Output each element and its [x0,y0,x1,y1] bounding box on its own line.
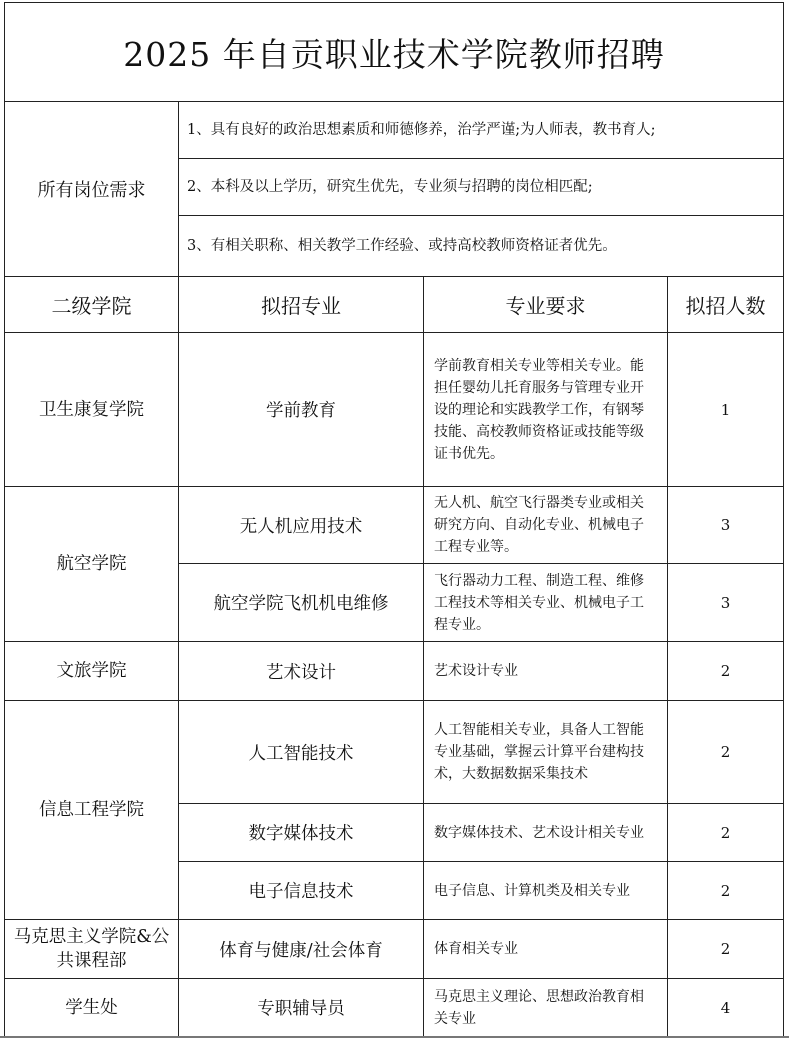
college-cell: 学生处 [5,979,179,1037]
table-row [5,333,784,487]
title-row [5,3,784,102]
college-cell: 卫生康复学院 [5,333,179,487]
count-cell: 1 [668,333,784,487]
header-major: 拟招专业 [179,277,424,333]
major-cell: 航空学院飞机机电维修 [179,564,424,642]
general-requirement-3: 3、有相关职称、相关教学工作经验、或持高校教师资格证者优先。 [179,216,784,277]
general-requirements-label: 所有岗位需求 [5,102,179,277]
college-cell: 文旅学院 [5,642,179,701]
major-cell: 专职辅导员 [179,979,424,1037]
college-cell: 信息工程学院 [5,701,179,920]
major-cell: 人工智能技术 [179,701,424,804]
major-cell: 体育与健康/社会体育 [179,920,424,979]
count-cell: 3 [668,487,784,564]
major-cell: 数字媒体技术 [179,804,424,862]
requirement-cell: 艺术设计专业 [424,642,668,701]
count-cell: 2 [668,804,784,862]
count-cell: 4 [668,979,784,1037]
general-requirement-2: 2、本科及以上学历，研究生优先，专业须与招聘的岗位相匹配; [179,159,784,216]
major-cell: 电子信息技术 [179,862,424,920]
header-count: 拟招人数 [668,277,784,333]
count-cell: 2 [668,642,784,701]
major-cell: 学前教育 [179,333,424,487]
general-requirement-1: 1、具有良好的政治思想素质和师德修养，治学严谨;为人师表，教书育人; [179,102,784,159]
table-row [5,642,784,701]
college-cell: 航空学院 [5,487,179,642]
requirement-cell: 学前教育相关专业等相关专业。能担任婴幼儿托育服务与管理专业开设的理论和实践教学工作，有钢琴技能、高校教师资格证或技能等级证书优先。 [424,333,668,487]
count-cell: 2 [668,701,784,804]
major-cell: 艺术设计 [179,642,424,701]
count-cell: 3 [668,564,784,642]
table-row [5,979,784,1037]
page-title: 2025 年自贡职业技术学院教师招聘 [5,3,784,102]
requirement-cell: 体育相关专业 [424,920,668,979]
header-row [5,277,784,333]
table-row [5,920,784,979]
recruitment-table [4,2,784,1037]
page-bottom-divider [0,1036,789,1038]
requirement-cell: 电子信息、计算机类及相关专业 [424,862,668,920]
header-requirement: 专业要求 [424,277,668,333]
count-cell: 2 [668,862,784,920]
count-cell: 2 [668,920,784,979]
requirement-cell: 数字媒体技术、艺术设计相关专业 [424,804,668,862]
requirement-cell: 人工智能相关专业，具备人工智能专业基础，掌握云计算平台建构技术，大数据数据采集技术 [424,701,668,804]
table-row [5,701,784,804]
major-cell: 无人机应用技术 [179,487,424,564]
table-row [5,487,784,564]
requirement-cell: 马克思主义理论、思想政治教育相关专业 [424,979,668,1037]
general-requirement-row [5,102,784,159]
requirement-cell: 无人机、航空飞行器类专业或相关研究方向、自动化专业、机械电子工程专业等。 [424,487,668,564]
header-college: 二级学院 [5,277,179,333]
college-cell: 马克思主义学院&公共课程部 [5,920,179,979]
requirement-cell: 飞行器动力工程、制造工程、维修工程技术等相关专业、机械电子工程专业。 [424,564,668,642]
